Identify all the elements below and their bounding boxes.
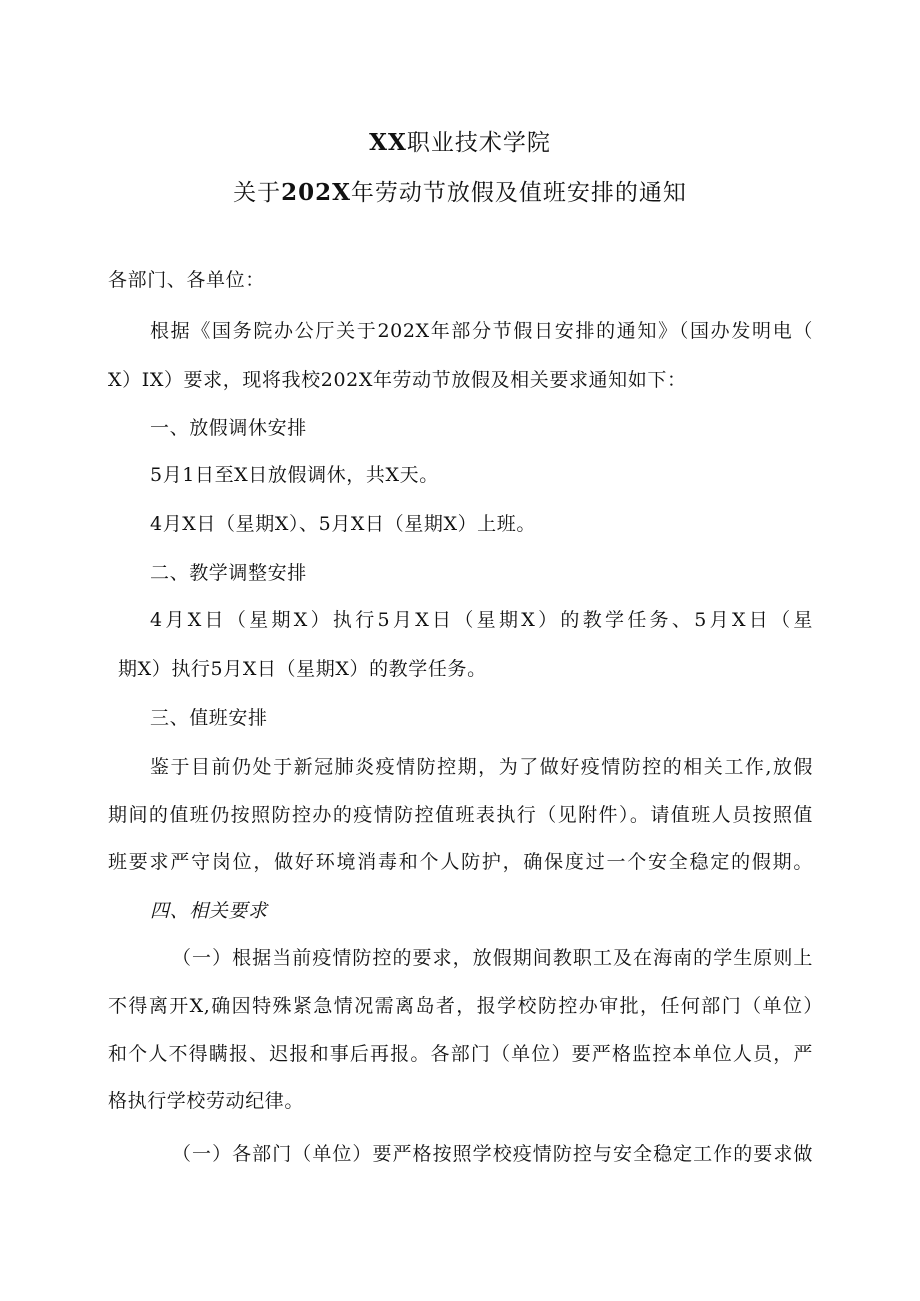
paragraph-line: X）IX）要求，现将我校202X年劳动节放假及相关要求通知如下： (108, 369, 687, 391)
paragraph-line: （一）根据当前疫情防控的要求，放假期间教职工及在海南的学生原则上 (172, 947, 813, 969)
section-heading-3: 三、值班安排 (150, 707, 268, 729)
title-school-name: 职业技术学院 (406, 130, 551, 156)
title-line-2 (0, 174, 920, 207)
paragraph-line: 格执行学校劳动纪律。 (108, 1090, 305, 1112)
paragraph-line: 4月X日（星期X）执行5月X日（星期X）的教学任务、5月X日（星 (150, 609, 813, 631)
title-pre: 关于 (233, 180, 282, 206)
paragraph-line: 鉴于目前仍处于新冠肺炎疫情防控期，为了做好疫情防控的相关工作,放假 (150, 756, 813, 778)
title-school-prefix: XX (369, 129, 407, 156)
paragraph-line: 4月X日（星期X）、5月X日（星期X）上班。 (150, 513, 536, 535)
title-line-1 (0, 124, 920, 157)
paragraph-line: 期间的值班仍按照防控办的疫情防控值班表执行（见附件）。请值班人员按照值 (108, 804, 813, 826)
paragraph-line: 根据《国务院办公厅关于202X年部分节假日安排的通知》（国办发明电（ (150, 320, 813, 342)
title-post: 年劳动节放假及值班安排的通知 (350, 180, 687, 206)
section-heading-1: 一、放假调休安排 (150, 417, 307, 439)
paragraph-line: 班要求严守岗位，做好环境消毒和个人防护，确保度过一个安全稳定的假期。 (108, 851, 813, 873)
paragraph-line: 期X）执行5月X日（星期X）的教学任务。 (118, 658, 487, 680)
section-heading-2: 二、教学调整安排 (150, 562, 307, 584)
title-year: 202X (281, 179, 351, 206)
paragraph-line: 不得离开X,确因特殊紧急情况需离岛者，报学校防控办审批，任何部门（单位） (108, 995, 823, 1017)
paragraph-line: （一）各部门（单位）要严格按照学校疫情防控与安全稳定工作的要求做 (172, 1143, 813, 1165)
paragraph-line: 5月1日至X日放假调休，共X天。 (150, 464, 439, 486)
salutation: 各部门、各单位： (108, 269, 265, 291)
section-heading-4: 四、相关要求 (150, 900, 268, 922)
paragraph-line: 和个人不得瞒报、迟报和事后再报。各部门（单位）要严格监控本单位人员，严 (108, 1043, 813, 1065)
